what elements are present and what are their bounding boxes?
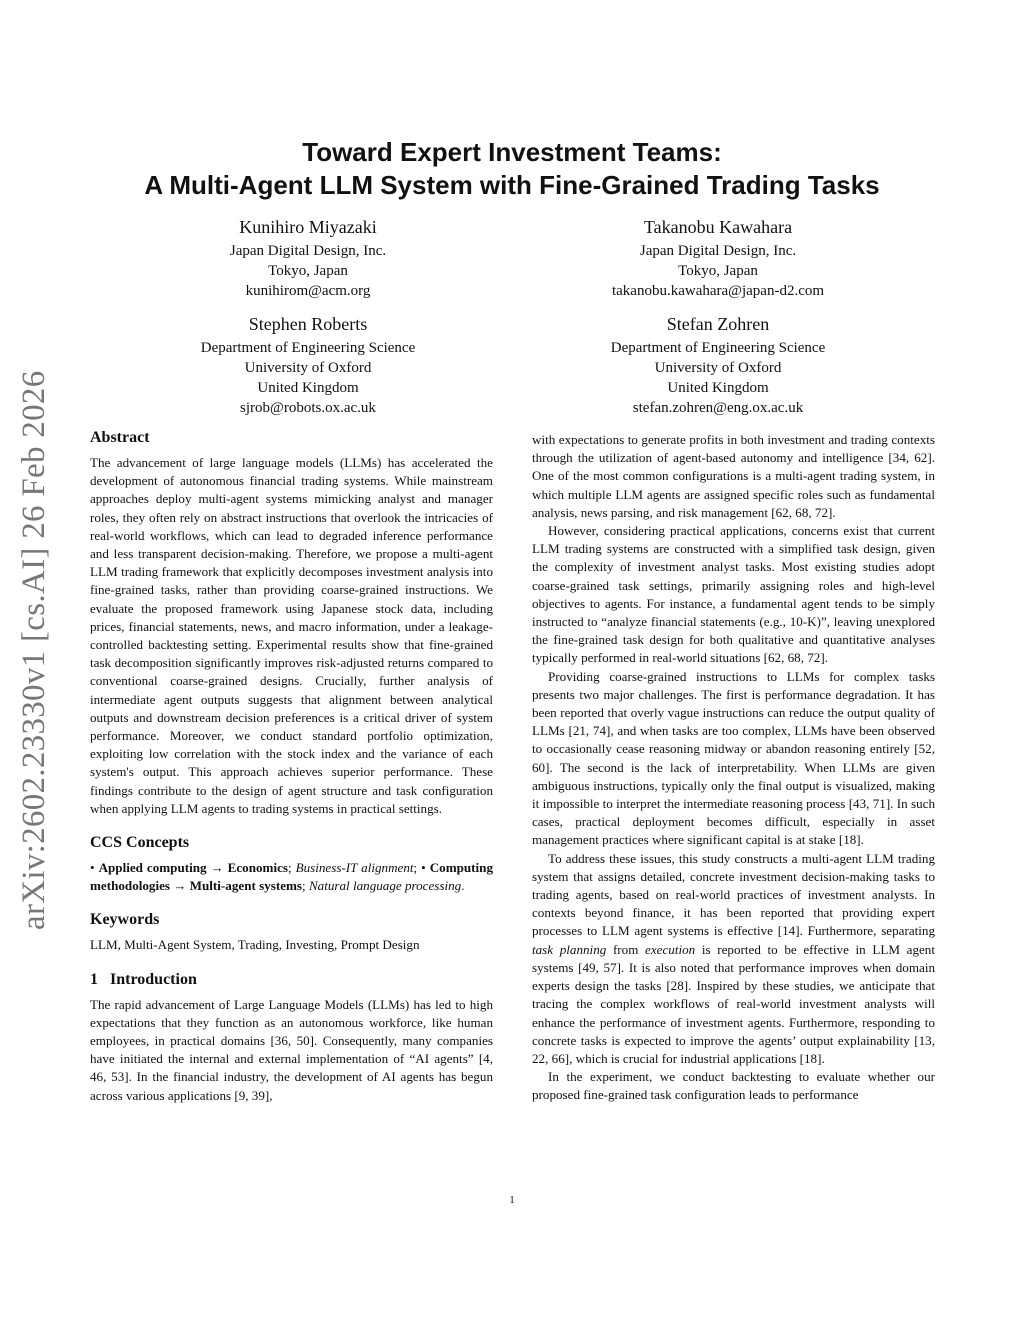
author-email: kunihirom@acm.org [245, 283, 371, 299]
ccs-sep: ; [287, 860, 296, 876]
ccs-end: . [461, 878, 465, 894]
emphasis-task-planning: task planning [532, 941, 607, 957]
keywords-text: LLM, Multi-Agent System, Trading, Investing, Prompt Design [90, 937, 420, 953]
title-line-2: A Multi-Agent LLM System with Fine-Grained Trading Tasks [144, 170, 880, 200]
intro-paragraph-5 [532, 850, 935, 1068]
intro-paragraph-4: Providing coarse-grained instructions to LLMs for complex tasks presents two major challenges. The first is performance degradation. It has been reported that overly vague instructions can reduce the output quality of LLMs [21, 74], and when tasks are too complex, LLMs have been observed to occasionally cease reasoning midway or abandon reasoning entirely [52, 60]. The second is the lack of interpretability. When LLMs are given ambiguous instructions, typically only the final output is visualized, making it impossible to interpret the intermediate reasoning process [43, 71]. In such cases, practical deployment becomes difficult, especially in asset management practices where significant capital is at stake [18]. [532, 668, 935, 848]
title-line-1: Toward Expert Investment Teams: [302, 137, 722, 167]
intro-paragraph-3: However, considering practical applications, concerns exist that current LLM trading systems are constructed with a simplified task design, given the complexity of investment analyst tasks. Most existing studies adopt coarse-grained task settings, primarily assigning roles and high-level objectives to agents. For instance, a fundamental agent tends to be simply instructed to “analyze financial statements (e.g., 10-K)”, leaving unexplored the fine-grained task design for both qualitative and quantitative analyses typically performed in real-world situations [62, 68, 72]. [532, 523, 935, 666]
ccs-concept-1: Applied computing [98, 860, 207, 876]
text-span: from [606, 941, 646, 957]
text-span: is reported to be effective in LLM agent systems [49, 57]. It is also noted that performance improves when domain experts design the tasks [28]. Inspired by these studies, we anticipate that tracing the complex workflows of real-world investment analysts will enhance the performance of investment agents. Furthermore, responding to concrete tasks is expected to improve the agents’ output explainability [13, 22, 66], which is crucial for industrial applications [18]. [532, 941, 935, 1066]
author-name: Takanobu Kawahara [643, 217, 793, 237]
ccs-sub-2: Multi-agent systems [189, 878, 303, 894]
author-affiliation: Department of Engineering Science [200, 340, 416, 356]
intro-heading: 1 Introduction [90, 970, 197, 988]
author-name: Stefan Zohren [666, 314, 770, 334]
intro-paragraph-1: The rapid advancement of Large Language Models (LLMs) has led to high expectations that they function as an autonomous workforce, like human employees, in practical domains [36, 50]. Consequently, many companies have initiated the internal and external implementation of “AI agents” [4, 46, 53]. In the financial industry, the development of AI agents has begun across various applications [9, 39], [90, 996, 493, 1103]
paper-title [0, 136, 1024, 202]
ccs-bullet: • [90, 860, 95, 876]
arxiv-identifier: arXiv:2602.23330v1 [cs.AI] 26 Feb 2026 [16, 370, 52, 930]
author-country: United Kingdom [257, 380, 359, 396]
author-name: Stephen Roberts [248, 314, 368, 334]
author-country: United Kingdom [667, 380, 769, 396]
author-institution: University of Oxford [244, 360, 372, 376]
abstract-heading: Abstract [90, 429, 150, 446]
author-email: stefan.zohren@eng.ox.ac.uk [632, 400, 804, 416]
ccs-concept-2: Computing methodologies [90, 860, 493, 894]
ccs-sub-1: Economics [227, 860, 288, 876]
author-block-3 [108, 312, 508, 418]
author-affiliation: Japan Digital Design, Inc. [639, 243, 797, 259]
author-block-4 [518, 312, 918, 418]
right-column [532, 431, 935, 1105]
author-name: Kunihiro Miyazaki [239, 217, 377, 237]
emphasis-execution: execution [645, 941, 696, 957]
author-block-1 [108, 215, 508, 301]
intro-paragraph-6: In the experiment, we conduct backtesting to evaluate whether our proposed fine-grained task configuration leads to performance [532, 1069, 935, 1103]
author-affiliation: Japan Digital Design, Inc. [229, 243, 387, 259]
intro-paragraph-2: with expectations to generate profits in both investment and trading contexts through the utilization of agent-based autonomy and intelligence [34, 62]. One of the most common configurations is a multi-agent trading system, in which multiple LLM agents are assigned specific roles such as fundamental analysis, news parsing, and risk management [62, 68, 72]. [532, 432, 935, 520]
page-number: 1 [509, 1194, 515, 1206]
abstract-text: The advancement of large language models (LLMs) has accelerated the development of autonomous financial trading systems. While mainstream approaches deploy multi-agent systems mimicking analyst and manager roles, they often rely on abstract instructions that overlook the intricacies of real-world workflows, which can lead to degraded inference performance and less transparent decision-making. Therefore, we propose a multi-agent LLM trading framework that explicitly decomposes investment analysis into fine-grained tasks, rather than providing coarse-grained instructions. We evaluate the proposed framework using Japanese stock data, including prices, financial statements, news, and macro information, under a leakage-controlled backtesting setting. Experimental results show that fine-grained task decomposition significantly improves risk-adjusted returns compared to conventional coarse-grained designs. Crucially, further analysis of intermediate agent outputs suggests that alignment between analytical outputs and downstream decision preferences is a critical driver of system performance. Moreover, we conduct standard portfolio optimization, exploiting low correlation with the stock index and the variance of each system's output. This approach achieves superior performance. These findings contribute to the design of agent structure and task configuration when applying LLM agents to trading systems in practical settings. [90, 455, 493, 816]
ccs-concepts [90, 859, 493, 895]
author-location: Tokyo, Japan [268, 263, 348, 279]
text-span: To address these issues, this study constructs a multi-agent LLM trading system that assigns detailed, concrete investment decision-making tasks to trading agents, based on real-world practices of investment analysts. In contexts beyond finance, it has been reported that providing expert processes to LLM agent systems is effective [14]. Furthermore, separating [532, 850, 935, 939]
author-block-2 [518, 215, 918, 301]
ccs-sep: ; [302, 878, 309, 894]
ccs-detail-1: Business-IT alignment [295, 860, 414, 876]
author-institution: University of Oxford [654, 360, 782, 376]
ccs-detail-2: Natural language processing [308, 878, 462, 894]
author-location: Tokyo, Japan [678, 263, 758, 279]
ccs-heading: CCS Concepts [90, 834, 190, 852]
ccs-sep: ; • [413, 860, 426, 876]
ccs-arrow: → [206, 860, 228, 876]
author-email: sjrob@robots.ox.ac.uk [240, 400, 376, 416]
author-email: takanobu.kawahara@japan-d2.com [611, 283, 825, 299]
keywords-heading: Keywords [90, 911, 160, 929]
author-affiliation: Department of Engineering Science [610, 340, 826, 356]
left-column [90, 427, 493, 1105]
ccs-arrow: → [170, 878, 190, 894]
